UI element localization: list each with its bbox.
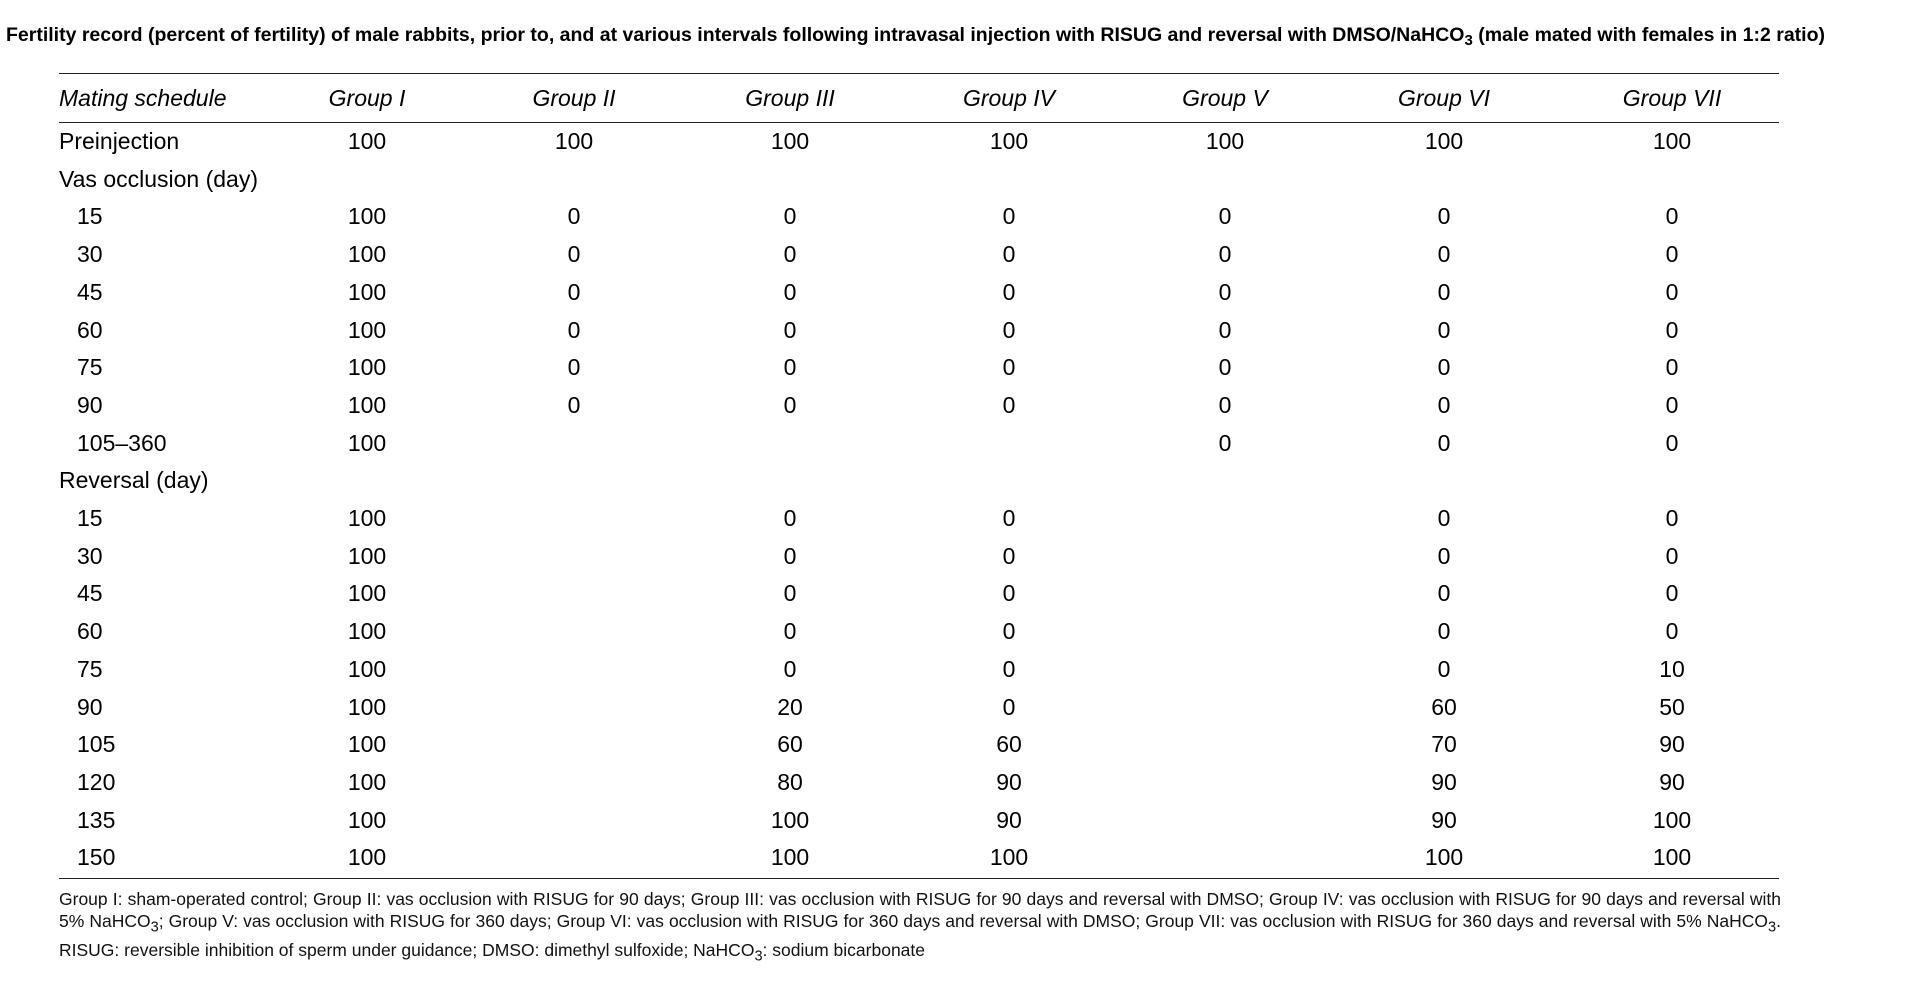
row-label: 30: [77, 241, 103, 268]
table-cell: 100: [347, 618, 387, 645]
column-header-group-1: Group I: [328, 85, 406, 111]
table-cell: 0: [567, 316, 581, 343]
table-row: [59, 764, 1779, 800]
table-cell: 0: [1002, 391, 1016, 418]
table-cell: 0: [1665, 580, 1679, 607]
table-row: [59, 236, 1779, 272]
table-cell: 0: [567, 241, 581, 268]
table-cell: 0: [783, 241, 797, 268]
table-cell: 0: [1002, 693, 1016, 720]
column-header-group-3: Group III: [745, 85, 835, 111]
row-label: Reversal (day): [59, 467, 209, 494]
table-cell: 0: [1665, 354, 1679, 381]
table-cell: 0: [1218, 354, 1232, 381]
column-header-group-4: Group IV: [962, 85, 1056, 111]
table-cell: 0: [783, 542, 797, 569]
row-label: 105: [77, 731, 116, 758]
table-cell: 0: [1437, 618, 1451, 645]
column-header-group-2: Group II: [532, 85, 616, 111]
row-label: 45: [77, 278, 103, 305]
table-cell: 20: [777, 693, 803, 720]
table-cell: 0: [1002, 542, 1016, 569]
table-cell: 100: [347, 542, 387, 569]
table-cell: 0: [1002, 505, 1016, 531]
table-cell: 0: [783, 391, 797, 418]
row-label: 15: [77, 203, 103, 230]
table-cell: 0: [567, 278, 581, 305]
table-cell: 100: [770, 844, 810, 871]
table-cell: 100: [554, 128, 594, 154]
table-cell: 0: [1665, 391, 1679, 418]
column-header-group-5: Group V: [1182, 85, 1268, 111]
table-row: [59, 387, 1779, 423]
table-row: [59, 462, 1779, 498]
table-cell: 100: [770, 128, 810, 154]
table-row: [59, 651, 1779, 687]
row-label: 105–360: [77, 429, 167, 456]
table-cell: 100: [347, 505, 387, 531]
table-cell: 100: [347, 693, 387, 720]
table-cell: 60: [1431, 693, 1457, 720]
table-header-row: [59, 80, 1779, 116]
table-cell: 0: [1437, 316, 1451, 343]
table-cell: 0: [1218, 391, 1232, 418]
table-cell: 0: [567, 203, 581, 230]
table-cell: 0: [1665, 316, 1679, 343]
table-cell: 10: [1659, 655, 1685, 682]
table-cell: 0: [783, 655, 797, 682]
table-cell: 0: [1002, 278, 1016, 305]
table-cell: 0: [783, 580, 797, 607]
table-cell: 0: [1002, 241, 1016, 268]
table-cell: 0: [1218, 429, 1232, 456]
table-cell: 100: [1652, 128, 1692, 154]
table-cell: 100: [1652, 844, 1692, 871]
table-cell: 50: [1659, 693, 1685, 720]
table-cell: 0: [1218, 203, 1232, 230]
table-cell: 0: [1665, 618, 1679, 645]
table-cell: 100: [347, 354, 387, 381]
table-cell: 90: [996, 806, 1022, 833]
table-cell: 100: [347, 429, 387, 456]
table-cell: 0: [1437, 580, 1451, 607]
table-cell: 80: [777, 768, 803, 795]
table-row: [59, 802, 1779, 838]
column-header-group-7: Group VII: [1622, 85, 1722, 111]
table-row: [59, 198, 1779, 234]
table-cell: 0: [1665, 278, 1679, 305]
table-title: Fertility record (percent of fertility) of male rabbits, prior to, and at various intervals following intravasal injection with RISUG and reversal with DMSO/NaHCO$_3$ (male mated with females in 1:2 ratio): [6, 24, 1825, 49]
table-cell: 90: [1659, 731, 1685, 758]
table-cell: 100: [347, 391, 387, 418]
table-cell: 100: [1652, 806, 1692, 833]
table-row: [59, 839, 1779, 875]
table-cell: 0: [1665, 505, 1679, 531]
table-row: [59, 123, 1779, 159]
table-cell: 100: [347, 241, 387, 268]
table-cell: 0: [783, 203, 797, 230]
table-cell: 0: [567, 391, 581, 418]
table-cell: 90: [996, 768, 1022, 795]
table-cell: 0: [1437, 505, 1451, 531]
table-row: [59, 689, 1779, 725]
row-label: 75: [77, 354, 103, 381]
table-row: [59, 349, 1779, 385]
footnote: Group I: sham-operated control; Group II: vas occlusion with RISUG for 90 days; Group III: vas occlusion with RISUG for 90 days and reversal with DMSO; Group IV: vas occlusion with RISUG for 90 days and reversal with 5% NaHCO$_3$; Group V: vas occlusion with RISUG for 360 days; Group VI: vas occlusion with RISUG for 360 days and reversal with DMSO; Group VII: vas occlusion with RISUG for 360 days and reversal with 5% NaHCO$_3$. RISUG: reversible inhibition of sperm under guidance; DMSO: dimethyl sulfoxide; NaHCO$_3$: sodium bicarbonate: [59, 889, 1781, 964]
table-cell: 0: [1665, 429, 1679, 456]
table-cell: 0: [1437, 354, 1451, 381]
table-cell: 100: [347, 731, 387, 758]
row-label: 30: [77, 542, 103, 569]
table-cell: 0: [1437, 429, 1451, 456]
row-label: Preinjection: [59, 128, 180, 154]
table-cell: 100: [347, 278, 387, 305]
column-header-mating-schedule: Mating schedule: [59, 85, 227, 111]
column-header-group-6: Group VI: [1397, 85, 1491, 111]
table-row: [59, 538, 1779, 574]
row-label: 60: [77, 316, 103, 343]
table-cell: 100: [347, 768, 387, 795]
row-label: Vas occlusion (day): [59, 165, 258, 192]
table-cell: 0: [783, 505, 797, 531]
table-cell: 90: [1659, 768, 1685, 795]
table-cell: 60: [996, 731, 1022, 758]
table-row: [59, 161, 1779, 197]
table-cell: 0: [1437, 241, 1451, 268]
table-cell: 100: [1205, 128, 1245, 154]
table-cell: 0: [567, 354, 581, 381]
table-cell: 0: [1665, 203, 1679, 230]
table-cell: 0: [1218, 241, 1232, 268]
table-cell: 0: [1665, 241, 1679, 268]
table-row: [59, 500, 1779, 536]
row-label: 150: [77, 844, 116, 871]
table-cell: 100: [347, 203, 387, 230]
table-cell: 0: [1437, 203, 1451, 230]
table-cell: 0: [783, 278, 797, 305]
table-cell: 100: [989, 128, 1029, 154]
table-cell: 100: [347, 655, 387, 682]
table-cell: 0: [1218, 278, 1232, 305]
table-cell: 100: [347, 316, 387, 343]
table-cell: 100: [1424, 128, 1464, 154]
table-cell: 90: [1431, 768, 1457, 795]
table-cell: 0: [1002, 316, 1016, 343]
table-cell: 0: [1437, 542, 1451, 569]
table-cell: 0: [1002, 580, 1016, 607]
row-label: 75: [77, 655, 103, 682]
table-cell: 100: [347, 806, 387, 833]
table-cell: 100: [347, 844, 387, 871]
table-cell: 0: [1437, 391, 1451, 418]
bottom-rule: [59, 878, 1779, 879]
table-cell: 0: [1002, 203, 1016, 230]
table-cell: 0: [1002, 354, 1016, 381]
row-label: 45: [77, 580, 103, 607]
row-label: 60: [77, 618, 103, 645]
table-row: [59, 575, 1779, 611]
top-rule: [59, 73, 1779, 74]
table-cell: 100: [989, 844, 1029, 871]
row-label: 135: [77, 806, 116, 833]
table-row: [59, 312, 1779, 348]
table-cell: 100: [770, 806, 810, 833]
table-cell: 0: [1002, 618, 1016, 645]
table-cell: 0: [1437, 278, 1451, 305]
table-cell: 0: [1218, 316, 1232, 343]
table-cell: 100: [1424, 844, 1464, 871]
table-cell: 60: [777, 731, 803, 758]
table-cell: 100: [347, 128, 387, 154]
table-row: [59, 613, 1779, 649]
row-label: 120: [77, 768, 116, 795]
table-cell: 0: [783, 354, 797, 381]
table-row: [59, 726, 1779, 762]
table-cell: 0: [1437, 655, 1451, 682]
row-label: 15: [77, 505, 103, 531]
table-cell: 70: [1431, 731, 1457, 758]
table-cell: 0: [1002, 655, 1016, 682]
row-label: 90: [77, 693, 103, 720]
table-cell: 0: [783, 618, 797, 645]
table-cell: 0: [1665, 542, 1679, 569]
table-cell: 100: [347, 580, 387, 607]
row-label: 90: [77, 391, 103, 418]
table-row: [59, 274, 1779, 310]
table-cell: 0: [783, 316, 797, 343]
table-row: [59, 425, 1779, 461]
table-cell: 90: [1431, 806, 1457, 833]
